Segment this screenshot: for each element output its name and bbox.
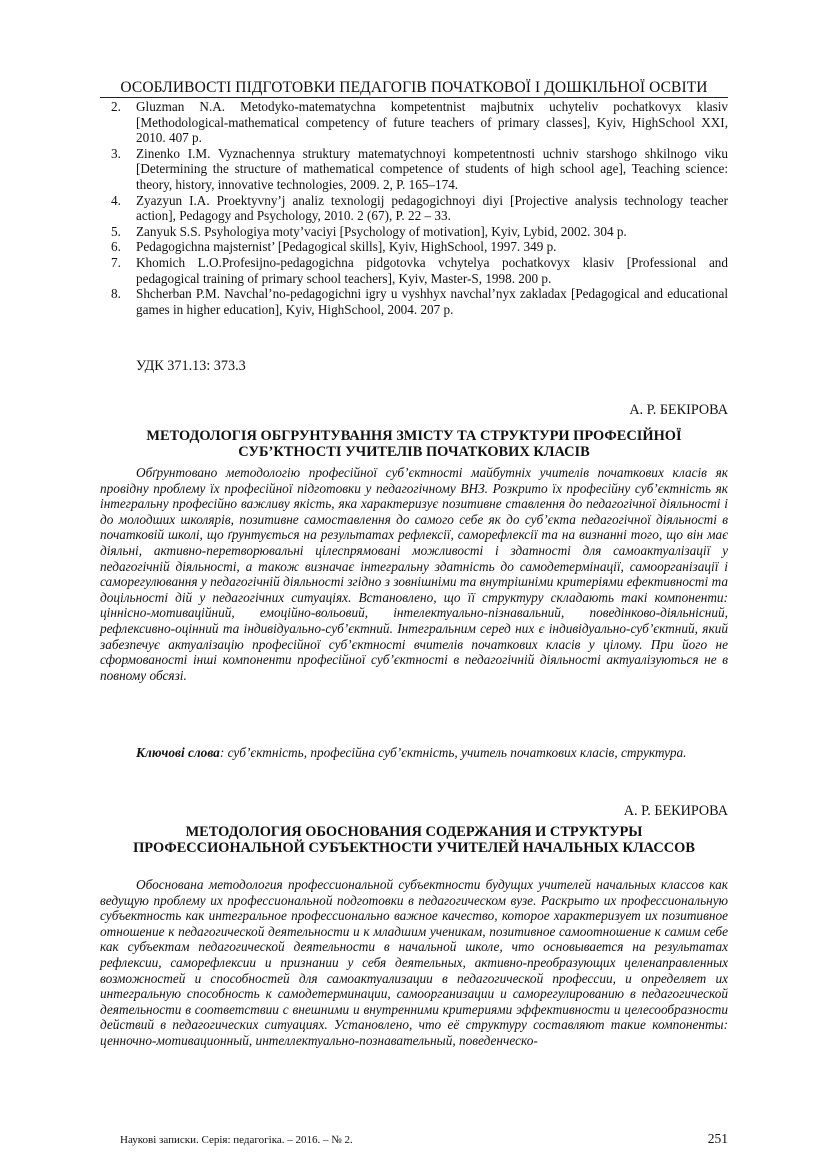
- author-ukrainian: А. Р. БЕКІРОВА: [629, 402, 728, 418]
- reference-item: [100, 255, 728, 286]
- keywords-ukrainian: [100, 745, 728, 761]
- reference-number: 8.: [111, 286, 121, 302]
- keywords-text: : суб’єктність, професійна суб’єктність, учитель початкових класів, структура.: [219, 745, 687, 760]
- abstract-russian: Обоснована методология профессиональной субъектности будущих учителей начальных классов как ведущую проблему их профессиональной подготовки в педагогическом вузе. Раскрыто их профессиональную субъектность как интегральное профессионально важное качество, которое характеризует их позитивное отношение к педагогической деятельности и к младшим ученикам, позитивное самоотношение к самим себе как субъектам педагогической деятельности в начальной школе, что основывается на результатах рефлексии, саморефлексии и признании у себя деятельных, активно-преобразующих целенаправленных возможностей и способностей для самоактуализации в педагогической профессии, и определяет их интегральную способность к самодетерминации, самоорганизации и саморегулированию в педагогической деятельности в соответствии с внешними и внутренними критериями эффективности и целесообразности действий в педагогических ситуациях. Установлено, что её структуру составляют такие компоненты: ценночно-мотивационный, интеллектуально-познавательный, поведенческо-: [100, 877, 728, 1048]
- reference-text: Pedagogichna majsternist’ [Pedagogical skills], Kyiv, HighSchool, 1997. 349 p.: [136, 239, 557, 255]
- reference-item: [100, 239, 728, 255]
- reference-number: 4.: [111, 192, 121, 208]
- footer-journal: Наукові записки. Серія: педагогіка. – 2016. – № 2.: [120, 1134, 353, 1146]
- title-ukrainian: МЕТОДОЛОГІЯ ОБГРУНТУВАННЯ ЗМІСТУ ТА СТРУКТУРИ ПРОФЕСІЙНОЇ СУБ’КТНОСТІ УЧИТЕЛІВ ПОЧАТКОВИХ КЛАСІВ: [146, 428, 682, 460]
- reference-item: [100, 99, 728, 146]
- reference-text: Khomich L.O.Profesijno-pedagogichna pidgotovka vchytelya pochatkovyx klasiv [Professional and pedagogical training of primary school teachers], Kyiv, Master-S, 1998. 200 p.: [136, 254, 728, 286]
- reference-number: 3.: [111, 145, 121, 161]
- reference-list: [100, 99, 728, 317]
- reference-text: Zanyuk S.S. Psyhologiya moty’vaciyi [Psychology of motivation], Kyiv, Lybid, 2002. 304 p.: [136, 223, 627, 239]
- reference-number: 5.: [111, 223, 121, 239]
- abstract-ukrainian: Обґрунтовано методологію професійної суб’єктності майбутніх учителів початкових класів як провідну проблему їх професійної підготовки у педагогічному ВНЗ. Розкрито їх професійну суб’єктність як інтегральну професійно важливу якість, яка характеризує позитивне ставлення до педагогічної діяльності і до молодших школярів, позитивне самоставлення до самого себе як до суб’єкта педагогічної діяльності в початковій школі, що ґрунтується на результатах рефлексії, саморефлексії та на визнанні того, що він має діяльні, активно-перетворювальні цілеспрямовані можливості і здатності для самоактуалізації у педагогічній діяльності, а також визначає інтегральну здатність до самодетермінації, самоорганізації і саморегулювання у педагогічній діяльності згідно з зовнішніми та внутрішніми критеріями ефективності та доцільності дій у педагогічних ситуаціях. Встановлено, що її структуру складають такі компоненти: ціннісно-мотиваційний, емоційно-вольовий, інтелектуально-пізнавальний, поведінково-діяльнісний, рефлексивно-оцінний та індивідуально-суб’єктний. Інтегральним серед них є індивідуально-суб’єктний, який забезпечує актуалізацію професійної суб’єктності вчителів початкових класів у цілому. При його не сформованості інші компоненти професійної суб’єктності в педагогічній діяльності актуалізуються не в повному обсязі.: [100, 465, 728, 683]
- header-divider: [100, 97, 728, 98]
- reference-number: 2.: [111, 99, 121, 114]
- reference-text: Gluzman N.A. Metodyko-matematychna kompetentnist majbutnix uchyteliv pochatkovyx klasiv [Methodological-mathematical competency of future teachers of primary classes], Kyiv, HighSchool XXI, 2010. 407 p.: [136, 99, 728, 146]
- reference-number: 6.: [111, 239, 121, 255]
- reference-text: Zyazyun I.A. Proektyvny’j analiz texnologij pedagogichnoyi diyi [Projective analysis technology teacher action], Pedagogy and Psychology, 2010. 2 (67), P. 22 – 33.: [136, 192, 728, 224]
- author-russian: А. Р. БЕКИРОВА: [623, 803, 728, 819]
- keywords-label: Ключові слова: [136, 745, 220, 760]
- reference-text: Zinenko I.M. Vyznachennya struktury matematychnoyi kompetentnosti uchniv starshogo shkilnogo viku [Determining the structure of mathematical competence of students of high school age], Teaching science: theory, history, innovative technologies, 2009. 2, P. 165–174.: [136, 145, 728, 192]
- reference-text: Shcherban P.M. Navchal’no-pedagogichni igry u vyshhyx navchal’nyx zakladax [Pedagogical and educational games in higher education], Kyiv, HighSchool, 2004. 207 p.: [136, 286, 728, 317]
- reference-item: [100, 193, 728, 224]
- page-number: 251: [707, 1131, 728, 1146]
- title-russian: МЕТОДОЛОГИЯ ОБОСНОВАНИЯ СОДЕРЖАНИЯ И СТРУКТУРЫ ПРОФЕССИОНАЛЬНОЙ СУБЪЕКТНОСТИ УЧИТЕЛЕЙ НАЧАЛЬНЫХ КЛАССОВ: [133, 824, 695, 856]
- running-head: ОСОБЛИВОСТІ ПІДГОТОВКИ ПЕДАГОГІВ ПОЧАТКОВОЇ І ДОШКІЛЬНОЇ ОСВІТИ: [120, 79, 708, 96]
- reference-item: [100, 224, 728, 240]
- reference-item: [100, 146, 728, 193]
- reference-item: [100, 286, 728, 317]
- udk-code: УДК 371.13: 373.3: [136, 358, 246, 374]
- reference-number: 7.: [111, 254, 121, 270]
